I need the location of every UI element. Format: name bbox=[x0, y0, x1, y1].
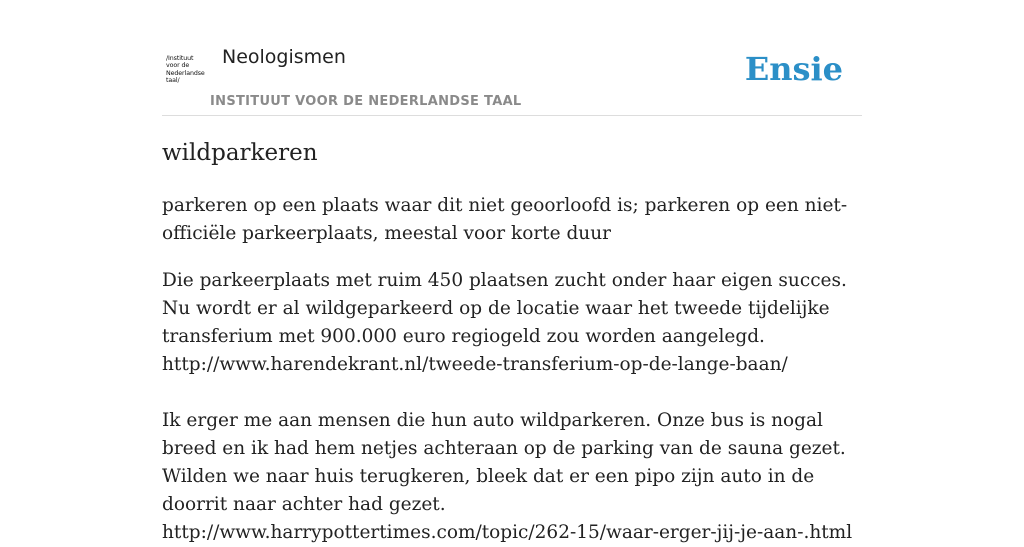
example-source-url: http://www.harendekrant.nl/tweede-transferium-op-de-lange-baan/ bbox=[162, 354, 788, 375]
site-title[interactable]: Neologismen bbox=[222, 46, 346, 68]
logo-line: /Instituut bbox=[166, 55, 194, 62]
example-quote bbox=[162, 267, 862, 379]
institute-logo[interactable] bbox=[166, 55, 208, 89]
logo-line: voor de bbox=[166, 62, 190, 70]
logo-line: Nederlandse bbox=[166, 69, 205, 77]
example-text: Ik erger me aan mensen die hun auto wildparkeren. Onze bus is nogal breed en ik had hem netjes achteraan op de parking van de sauna gezet. Wilden we naar huis terugkeren, bleek dat er een pipo zijn auto in de doorrit naar achter had gezet. bbox=[162, 410, 846, 515]
headword: wildparkeren bbox=[162, 140, 318, 166]
ensie-logo[interactable]: Ensie bbox=[744, 50, 843, 88]
organization-name: INSTITUUT VOOR DE NEDERLANDSE TAAL bbox=[210, 94, 522, 109]
logo-line: taal/ bbox=[166, 77, 180, 85]
header-divider bbox=[162, 115, 862, 116]
example-source-url: http://www.harrypottertimes.com/topic/262-15/waar-erger-jij-je-aan-.html bbox=[162, 522, 853, 543]
example-text: Die parkeerplaats met ruim 450 plaatsen zucht onder haar eigen succes. Nu wordt er al wildgeparkeerd op de locatie waar het tweede tijdelijke transferium met 900.000 euro regiogeld zou worden aangelegd. bbox=[162, 270, 847, 347]
definition: parkeren op een plaats waar dit niet geoorloofd is; parkeren op een niet-officiële parkeerplaats, meestal voor korte duur bbox=[162, 195, 848, 244]
page bbox=[162, 0, 862, 543]
example-quote bbox=[162, 407, 862, 547]
examples bbox=[162, 267, 862, 547]
